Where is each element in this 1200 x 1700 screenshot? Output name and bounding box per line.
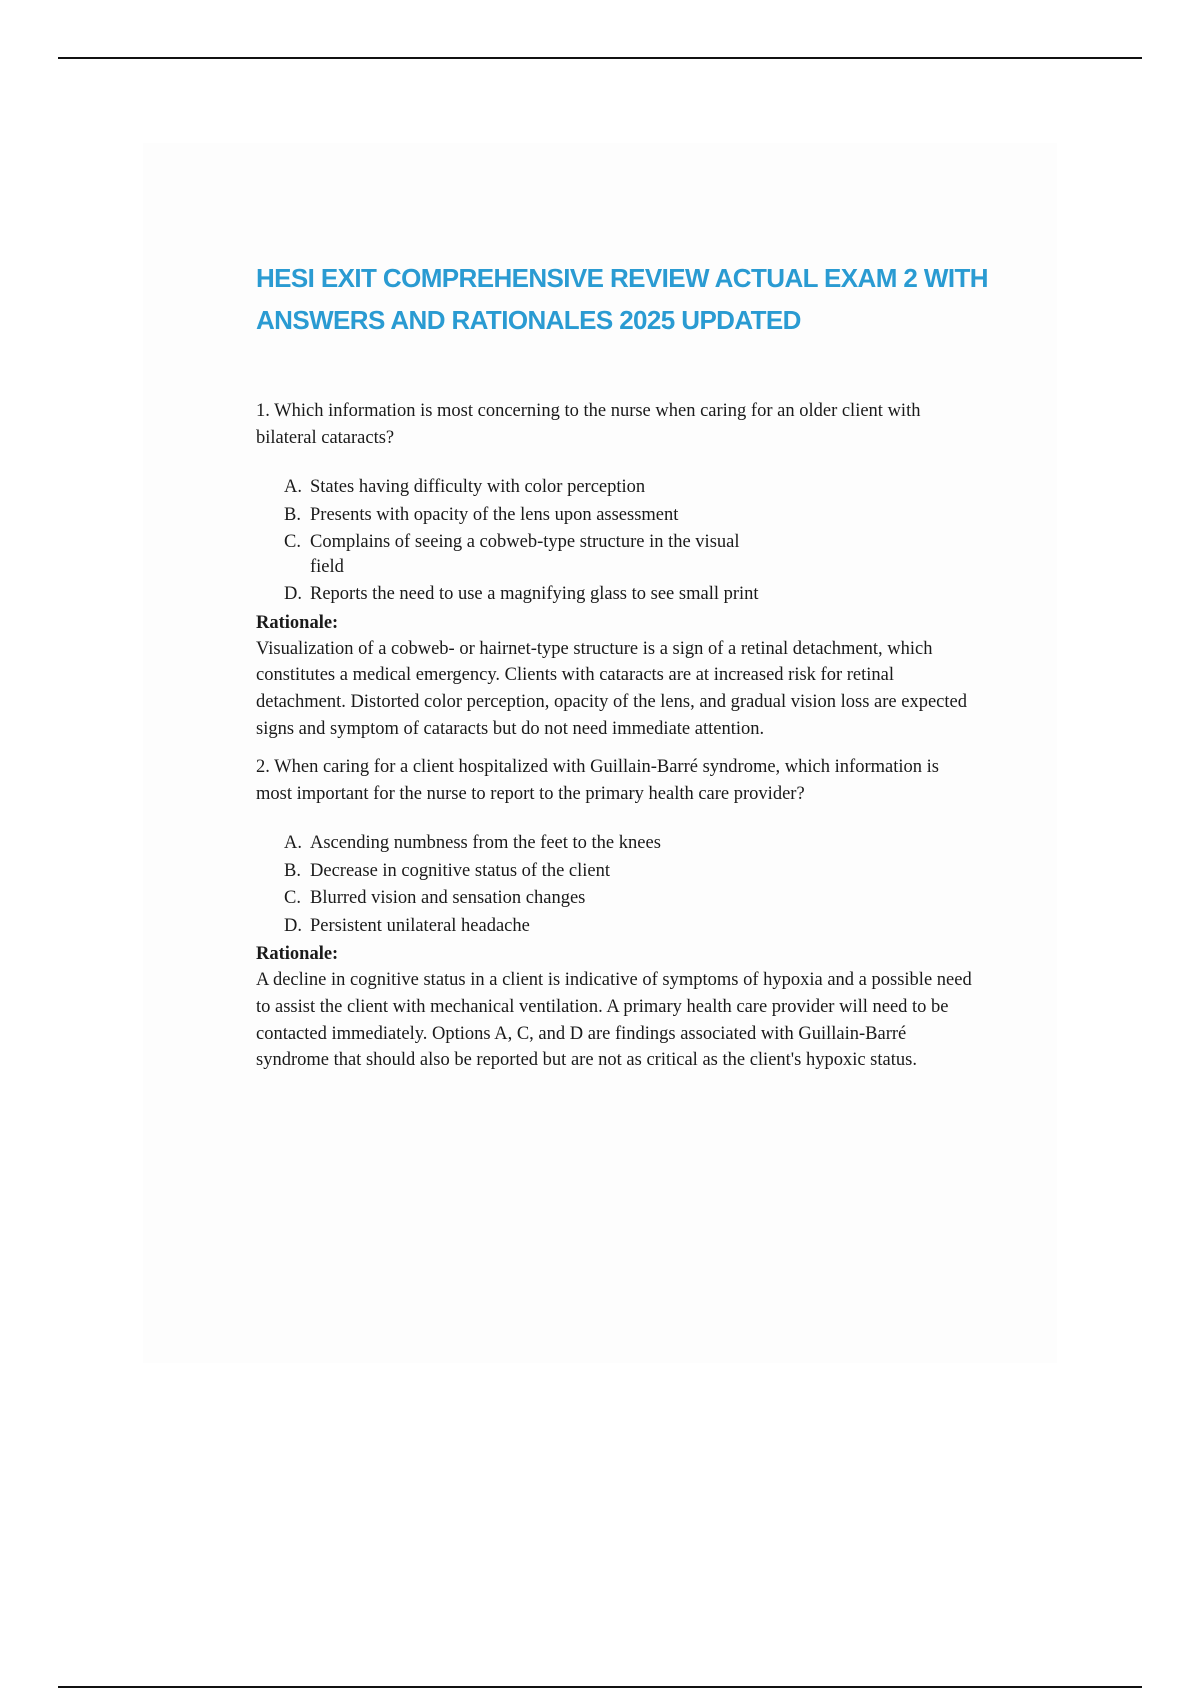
option-letter: D. bbox=[284, 584, 302, 604]
answer-options bbox=[256, 831, 764, 938]
option-text: Ascending numbness from the feet to the knees bbox=[310, 833, 661, 854]
top-rule bbox=[58, 57, 1142, 59]
option-letter: B. bbox=[284, 860, 301, 881]
answer-option-c bbox=[284, 530, 764, 579]
question-text: 1. Which information is most concerning to the nurse when caring for an older client with bilateral cataracts? bbox=[256, 401, 921, 448]
answer-option-d bbox=[284, 914, 764, 939]
option-letter: C. bbox=[284, 888, 301, 909]
document-content bbox=[256, 398, 976, 1074]
document-title: HESI EXIT COMPREHENSIVE REVIEW ACTUAL EXAM 2 WITH ANSWERS AND RATIONALES 2025 UPDATED bbox=[256, 263, 988, 335]
rationale-text: Visualization of a cobweb- or hairnet-type structure is a sign of a retinal detachment, which constitutes a medical emergency. Clients with cataracts are at increased risk for retinal detachment. Distorted color perception, opacity of the lens, and gradual vision loss are expected signs and symptom of cataracts but do not need immediate attention. bbox=[256, 638, 967, 739]
option-text: Decrease in cognitive status of the client bbox=[310, 860, 611, 881]
answer-option-a bbox=[284, 831, 764, 856]
rationale-label: Rationale: bbox=[256, 944, 339, 965]
option-letter: B. bbox=[284, 504, 301, 525]
option-text: Complains of seeing a cobweb-type structure in the visual field bbox=[310, 532, 740, 577]
answer-option-c bbox=[284, 886, 764, 911]
option-letter: A. bbox=[284, 477, 302, 497]
answer-options bbox=[256, 475, 764, 607]
question-text: 2. When caring for a client hospitalized with Guillain-Barré syndrome, which information is most important for the nurse to report to the primary health care provider? bbox=[256, 757, 939, 804]
question-block-2 bbox=[256, 754, 976, 1074]
rationale-label: Rationale: bbox=[256, 612, 339, 633]
answer-option-a bbox=[284, 475, 764, 500]
option-letter: D. bbox=[284, 915, 302, 936]
option-letter: A. bbox=[284, 833, 302, 854]
answer-option-b bbox=[284, 503, 764, 528]
rationale-text: A decline in cognitive status in a client is indicative of symptoms of hypoxia and a possible need to assist the client with mechanical ventilation. A primary health care provider will need to be contacted immediately. Options A, C, and D are findings associated with Guillain-Barré syndrome that should also be reported but are not as critical as the client's hypoxic status. bbox=[256, 970, 972, 1071]
option-text: Blurred vision and sensation changes bbox=[310, 888, 586, 909]
option-text: Reports the need to use a magnifying glass to see small print bbox=[310, 584, 759, 604]
bottom-rule bbox=[58, 1686, 1142, 1688]
answer-option-d bbox=[284, 582, 764, 607]
answer-option-b bbox=[284, 859, 764, 884]
option-text: States having difficulty with color perception bbox=[310, 477, 646, 497]
option-text: Presents with opacity of the lens upon assessment bbox=[310, 504, 679, 525]
option-text: Persistent unilateral headache bbox=[310, 915, 530, 936]
question-block-1 bbox=[256, 398, 976, 742]
option-letter: C. bbox=[284, 532, 301, 552]
